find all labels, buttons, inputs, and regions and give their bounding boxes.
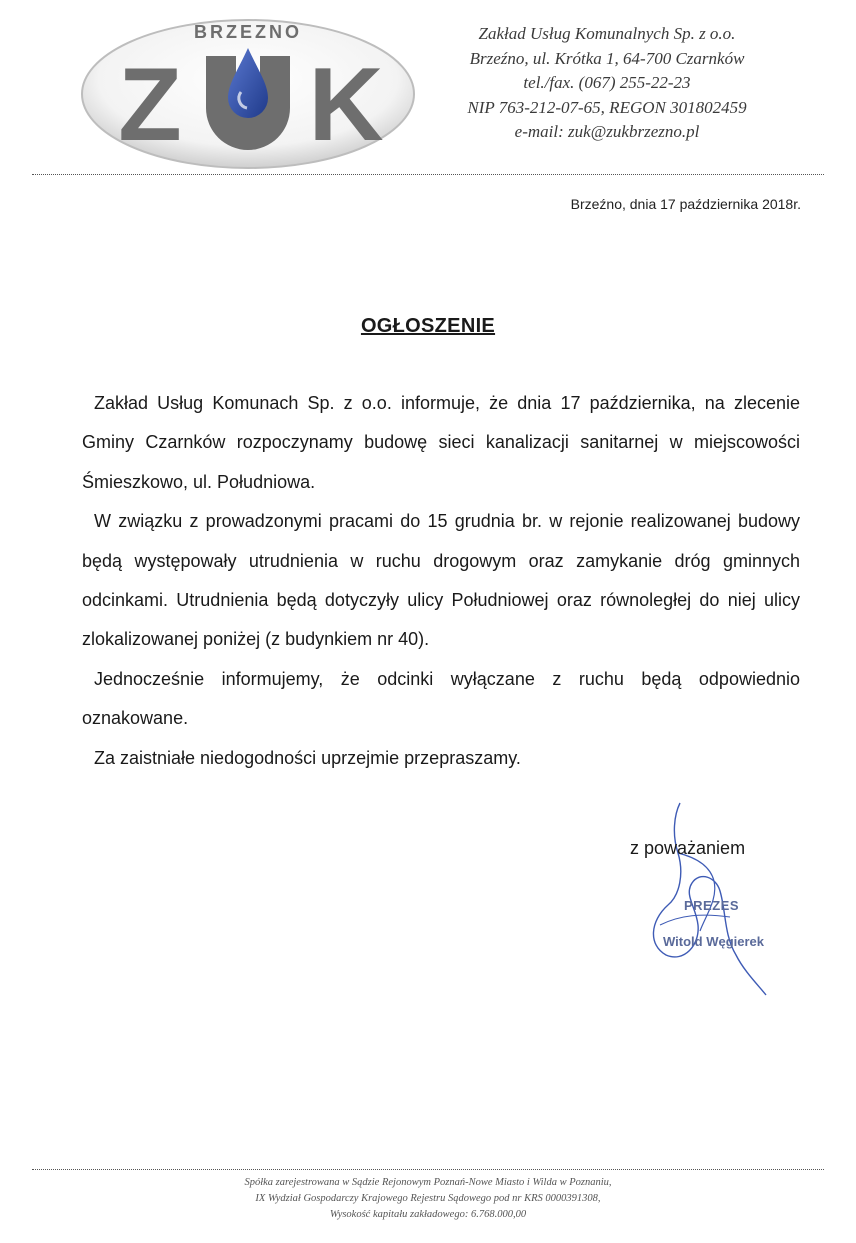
company-name: Zakład Usług Komunalnych Sp. z o.o. bbox=[478, 24, 736, 43]
footer-divider bbox=[32, 1169, 824, 1170]
paragraph-4: Za zaistniałe niedogodności uprzejmie przepraszamy. bbox=[94, 747, 521, 768]
footer bbox=[0, 1175, 856, 1223]
company-tax-ids: NIP 763-212-07-65, REGON 301802459 bbox=[467, 97, 747, 117]
paragraph-1: Zakład Usług Komunach Sp. z o.o. informuje, że dnia 17 października, na zlecenie Gminy Czarnków rozpoczynamy budowę sieci kanalizacji sanitarnej w miejscowości Śmieszkowo, ul. Południowa. bbox=[82, 393, 800, 492]
stamp-role: PREZES bbox=[684, 898, 740, 913]
company-details bbox=[418, 22, 796, 145]
logo-letter-k: K bbox=[308, 47, 384, 163]
footer-krs: IX Wydział Gospodarczy Krajowego Rejestru Sądowego pod nr KRS 0000391308, bbox=[255, 1193, 601, 1204]
company-phone: tel./fax. (067) 255-22-23 bbox=[523, 73, 691, 92]
header-divider bbox=[32, 174, 824, 175]
announcement-body bbox=[82, 384, 800, 778]
footer-registration: Spółka zarejestrowana w Sądzie Rejonowym Poznań-Nowe Miasto i Wilda w Poznaniu, bbox=[244, 1177, 612, 1188]
document-title: OGŁOSZENIE bbox=[360, 315, 496, 337]
document-date: Brzeźno, dnia 17 października 2018r. bbox=[570, 196, 801, 212]
company-email: e-mail: zuk@zukbrzezno.pl bbox=[514, 122, 700, 141]
stamp-name: Witold Węgierek bbox=[663, 934, 765, 949]
paragraph-3: Jednocześnie informujemy, że odcinki wyłączane z ruchu będą odpowiednio oznakowane. bbox=[82, 668, 800, 729]
company-address: Brzeźno, ul. Krótka 1, 64-700 Czarnków bbox=[469, 48, 745, 68]
logo-letter-z: Z bbox=[118, 47, 182, 163]
closing-phrase: z poważaniem bbox=[630, 838, 746, 858]
footer-capital: Wysokość kapitału zakładowego: 6.768.000,00 bbox=[329, 1209, 527, 1220]
company-logo bbox=[78, 12, 418, 172]
logo-top-text: BRZEZNO bbox=[194, 22, 302, 42]
paragraph-2: W związku z prowadzonymi pracami do 15 grudnia br. w rejonie realizowanej budowy będą występowały utrudnienia w ruchu drogowym oraz zamykanie dróg gminnych odcinkami. Utrudnienia będą dotyczyły ulicy Południowej oraz równoległej do niej ulicy zlokalizowanej poniżej (z budynkiem nr 40). bbox=[82, 511, 800, 650]
